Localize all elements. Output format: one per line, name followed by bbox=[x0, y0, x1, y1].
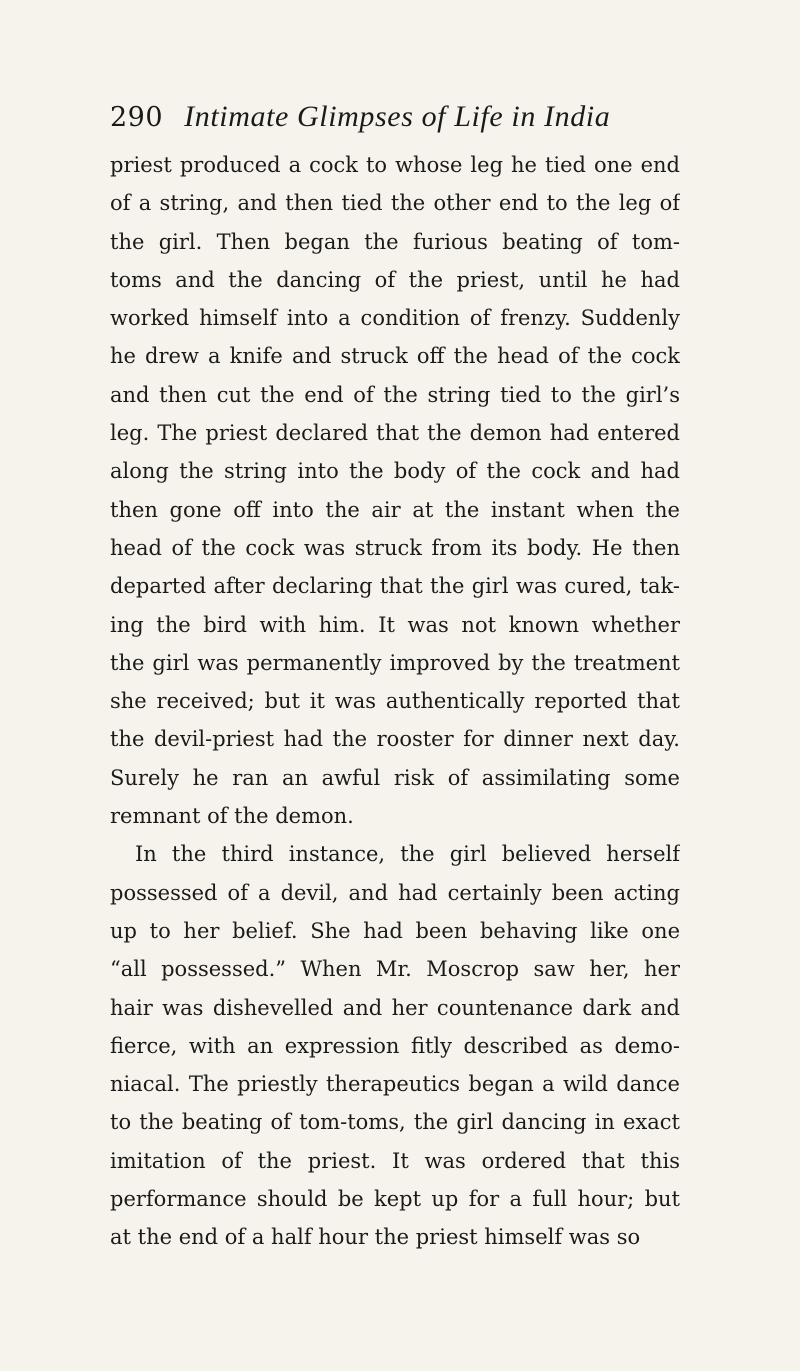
text-line: the girl. Then began the furious beating of tom- bbox=[110, 229, 680, 254]
text-line: she received; but it was authentically reported that bbox=[110, 689, 680, 714]
text-line: to the beating of tom-toms, the girl dancing in exact bbox=[110, 1110, 680, 1135]
text-line: toms and the dancing of the priest, until he had bbox=[110, 267, 680, 292]
text-line: departed after declaring that the girl was cured, tak- bbox=[110, 574, 680, 599]
running-head bbox=[110, 100, 670, 140]
text-line: priest produced a cock to whose leg he tied one end bbox=[110, 153, 680, 177]
text-line: Surely he ran an awful risk of assimilating some bbox=[110, 765, 680, 790]
text-line: the girl was permanently improved by the treatment bbox=[110, 650, 680, 675]
text-line: imitation of the priest. It was ordered that this bbox=[110, 1148, 680, 1173]
text-line: and then cut the end of the string tied to the girl’s bbox=[110, 382, 680, 407]
paragraph-start-line: In the third instance, the girl believed herself bbox=[135, 842, 680, 867]
text-line: possessed of a devil, and had certainly been acting bbox=[110, 880, 680, 905]
text-line: head of the cock was struck from its body. He then bbox=[110, 535, 680, 560]
text-line: he drew a knife and struck off the head of the cock bbox=[110, 344, 680, 369]
text-line: along the string into the body of the cock and had bbox=[110, 459, 680, 484]
page-number: 290 bbox=[110, 102, 164, 133]
text-line: then gone off into the air at the instant when the bbox=[110, 497, 680, 522]
text-line: of a string, and then tied the other end to the leg of bbox=[110, 191, 680, 216]
text-line: “all possessed.” When Mr. Moscrop saw her, her bbox=[110, 957, 680, 982]
paragraph-end-line: remnant of the demon. bbox=[110, 804, 354, 829]
body-text bbox=[110, 146, 680, 1257]
text-line: the devil-priest had the rooster for dinner next day. bbox=[110, 727, 680, 752]
text-line: at the end of a half hour the priest himself was so bbox=[110, 1225, 641, 1250]
text-line: niacal. The priestly therapeutics began a wild dance bbox=[110, 1072, 680, 1097]
text-line: leg. The priest declared that the demon had entered bbox=[110, 421, 680, 446]
text-line: hair was dishevelled and her countenance dark and bbox=[110, 995, 680, 1020]
text-line: up to her belief. She had been behaving like one bbox=[110, 918, 680, 943]
text-line: worked himself into a condition of frenzy. Suddenly bbox=[110, 306, 680, 331]
running-title: Intimate Glimpses of Life in India bbox=[184, 100, 611, 133]
text-line: fierce, with an expression fitly described as demo- bbox=[110, 1033, 680, 1058]
text-line: performance should be kept up for a full hour; but bbox=[110, 1187, 680, 1212]
text-line: ing the bird with him. It was not known whether bbox=[110, 612, 680, 637]
